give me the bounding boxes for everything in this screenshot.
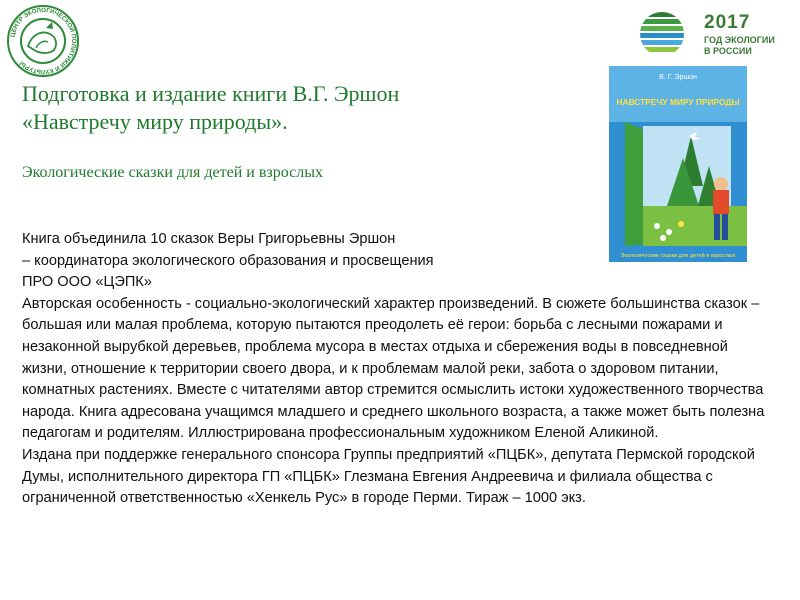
title-line-1: Подготовка и издание книги В.Г. Эршон	[22, 81, 400, 106]
svg-text:ЦЕНТР ЭКОЛОГИЧЕСКОЙ ПОЛИТИКИ И: ЦЕНТР ЭКОЛОГИЧЕСКОЙ ПОЛИТИКИ И КУЛЬТУРЫ	[9, 6, 78, 76]
page-title	[22, 80, 582, 136]
body-line-2: – координатора экологического образования и просвещения	[22, 252, 434, 269]
year-of-ecology-logo	[636, 10, 796, 58]
logo-line-2: ГОД ЭКОЛОГИИ	[704, 35, 775, 45]
logo-line-3: В РОССИИ	[704, 46, 752, 56]
svg-text:НАВСТРЕЧУ МИРУ ПРИРОДЫ: НАВСТРЕЧУ МИРУ ПРИРОДЫ	[616, 97, 740, 107]
book-description	[22, 229, 774, 510]
page-subtitle: Экологические сказки для детей и взрослых	[22, 164, 323, 181]
body-line-1: Книга объединила 10 сказок Веры Григорьевны Эршон	[22, 231, 396, 247]
svg-text:Экологические сказки для детей: Экологические сказки для детей и взрослых	[620, 253, 736, 259]
organization-logo	[6, 4, 80, 78]
body-line-3: ПРО ООО «ЦЭПК»	[22, 274, 152, 291]
body-paragraph-features: Авторская особенность - социально-экологический характер произведений. В сюжете большинства сказок – большая или малая проблема, которую пытаются преодолеть её герои: борьба с лесными пожарами и незаконной вырубкой деревьев, проблема мусора в местах отдыха и сбережения воды в повседневной жизни, отношение к территории своего двора, и к проблемам малой реки, забота о здоровом питании, комнатных растениях. Вместе с читателями автор стремится осмыслить истоки художественного творчества народа. Книга адресована учащимся младшего и среднего школьного возраста, а также может быть полезна педагогам и родителям. Иллюстрирована профессиональным художником Еленой Аликиной.	[22, 295, 765, 442]
svg-text:В. Г. Эршон: В. Г. Эршон	[659, 74, 697, 81]
title-line-2: «Навстречу миру природы».	[22, 109, 288, 134]
logo-year: 2017	[704, 12, 751, 33]
body-paragraph-publication: Издана при поддержке генерального спонсора Группы предприятий «ПЦБК», депутата Пермской городской Думы, исполнительного директора ГП «ПЦБК» Глезмана Евгения Андреевича и филиала общества с ограниченной ответственностью «Хенкель Рус» в городе Перми. Тираж – 1000 экз.	[22, 446, 755, 507]
